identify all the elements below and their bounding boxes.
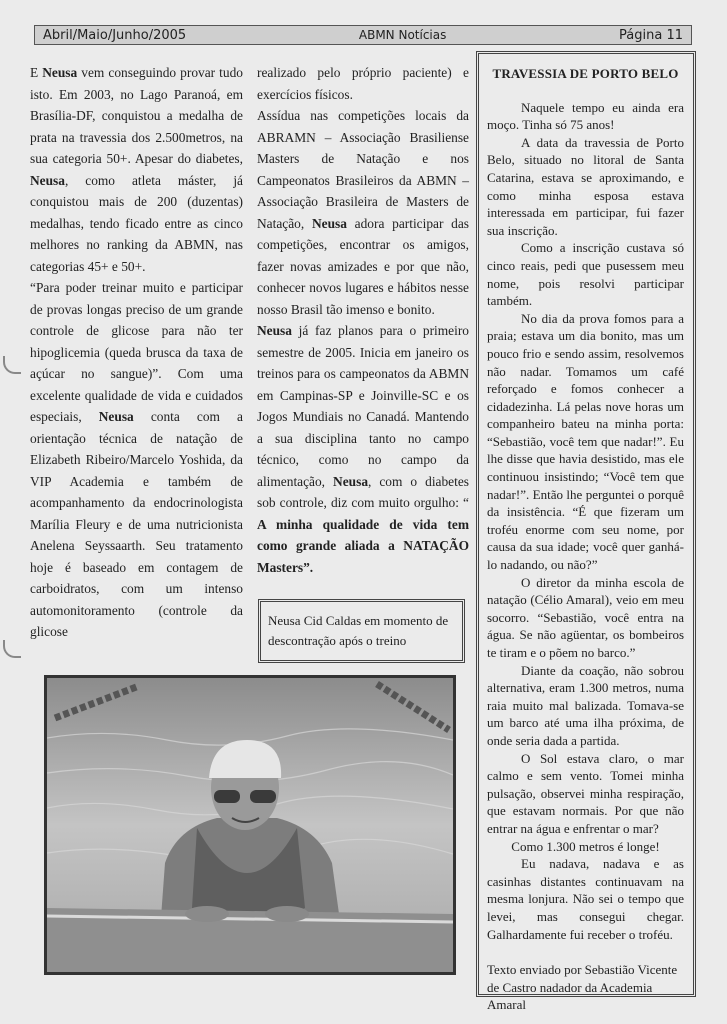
sidebar-centered-line: Como 1.300 metros é longe!	[511, 838, 660, 854]
photo-caption: Neusa Cid Caldas em momento de descontração após o treino	[258, 599, 465, 663]
text-run: conta com a orientação técnica de natação de Elizabeth Ribeiro/Marcelo Yoshida, da VIP Academia e também de acompanhamento da endocrinologista Marília Fleury e de uma nutricionista Anelena Seyssaarth. Seu tratamento hoje é baseado em contagem de carboidratos, com um intenso automonitoramento (controle da glicose	[30, 409, 243, 639]
publication-name: ABMN Notícias	[358, 28, 447, 42]
swimmer-photo	[44, 675, 456, 975]
sidebar-paragraph: Como a inscrição custava só cinco reais, pedi que pusessem meu nome, pois resolvi participar também.	[487, 240, 684, 309]
sidebar-paragraph: A data da travessia de Porto Belo, situado no litoral de Santa Catarina, estava se aproximando, e como minha esposa estava interessada em participar, fui fazer sua inscrição.	[487, 134, 684, 238]
text-run: E	[30, 65, 43, 80]
text-run: , com o diabetes sob controle, diz com muito orgulho: “	[257, 473, 469, 510]
bold-text: Neusa	[311, 215, 347, 231]
text-run: Assídua nas competições locais da ABRAMN – Associação Brasiliense Masters de Natação e nos Campeonatos Brasileiros da ABMN – Associação Brasileira de Masters de Natação,	[257, 108, 469, 231]
binding-mark	[3, 640, 21, 658]
bold-text: Neusa	[30, 172, 65, 188]
sidebar-story	[476, 51, 696, 1013]
article-text-2	[257, 62, 469, 578]
sidebar-paragraph: Naquele tempo eu ainda era moço. Tinha só 75 anos!	[487, 99, 684, 133]
page-number: Página 11	[619, 27, 683, 43]
text-run: realizado pelo próprio paciente) e exercícios físicos.	[257, 65, 469, 102]
swimmer-photo-illustration	[47, 678, 453, 972]
bold-text: Neusa	[333, 473, 369, 489]
sidebar-paragraph: Diante da coação, não sobrou alternativa, eram 1.300 metros, numa raia muito mal balizada. Tomava-se um barco até uma ilha próxima, de onde seria dada a partida.	[487, 662, 684, 748]
sidebar-title: TRAVESSIA DE PORTO BELO	[492, 66, 679, 81]
bold-text: Neusa	[98, 409, 134, 424]
sidebar-paragraph: O Sol estava claro, o mar calmo e sem vento. Tomei minha pulsação, observei minha respiração, que estavam normais. Por que não entrar na água e enfrentar o mar?	[487, 750, 684, 836]
sidebar-closing: Eu nadava, nadava e as casinhas distantes continuavam na mesma lonjura. Não sei o tempo que levei, mas consegui chegar. Galhardamente fui receber o troféu.	[487, 856, 684, 942]
sidebar-credit: Texto enviado por Sebastião Vicente de Castro nadador da Academia Amaral	[487, 962, 678, 1013]
binding-mark	[3, 356, 21, 374]
page-header	[34, 25, 692, 45]
bold-text: Neusa	[257, 323, 292, 338]
issue-date: Abril/Maio/Junho/2005	[43, 27, 187, 43]
bold-text: A minha qualidade de vida tem como grande aliada a NATAÇÃO Masters”.	[257, 516, 469, 575]
sidebar-paragraph: No dia da prova fomos para a praia; estava um dia bonito, mas um pouco frio e sendo assim, resolvemos não nadar. Tomamos um café reforçado e fomos conhecer a cidadezinha. Lá pelas nove horas um companheiro bateu na minha porta: “Sebastião, você tem que nadar!”. Eu lhe disse que havia desistido, mas ele continuou insistindo; “Você tem que nadar!”. Então lhe perguntei o porquê da insistência. “É que fizeram um troféu enorme com seu nome, por causa da sua idade; você quer ganhá-lo nadando, ou não?”	[487, 310, 684, 573]
text-run: “Para poder treinar muito e participar de provas longas preciso de um grande controle de glicose para não ter hipoglicemia (queda brusca da taxa de açúcar no sangue)”. Com uma excelente qualidade de vida e cuidados especiais,	[30, 280, 243, 424]
sidebar-paragraph: O diretor da minha escola de natação (Célio Amaral), veio em meu socorro. “Sebastião, você entra na água. Se não agüentar, os bombeiros te tiram e o põem no barco.”	[487, 574, 684, 660]
text-run: adora participar das competições, encontrar os amigos, fazer novas amizades e por que não, conhecer novos lugares e hábitos nesse nosso Brasil tão imenso e bonito.	[257, 215, 469, 317]
bold-text: Neusa	[42, 65, 78, 80]
article-column-1	[30, 62, 243, 643]
article-text-1	[30, 62, 243, 643]
article-column-2	[257, 62, 469, 578]
text-run: vem conseguindo provar tudo isto. Em 2003, no Lago Paranoá, em Brasília-DF, conquistou a medalha de prata na travessia dos 2.500metros, na sua categoria 50+. Apesar do diabetes,	[30, 65, 243, 166]
text-run: , como atleta máster, já conquistou mais de 200 (duzentas) medalhas, tendo ficado entre as cinco melhores no ranking da ABMN, nas categorias 45+ e 50+.	[30, 172, 243, 274]
sidebar-paragraphs	[487, 99, 684, 838]
text-run: já faz planos para o primeiro semestre de 2005. Inicia em janeiro os treinos para os campeonatos da ABMN em Campinas-SP e Joinville-SC e os Jogos Mundiais no Canadá. Mantendo a sua disciplina tanto no campo técnico, como no campo da alimentação,	[257, 323, 469, 489]
